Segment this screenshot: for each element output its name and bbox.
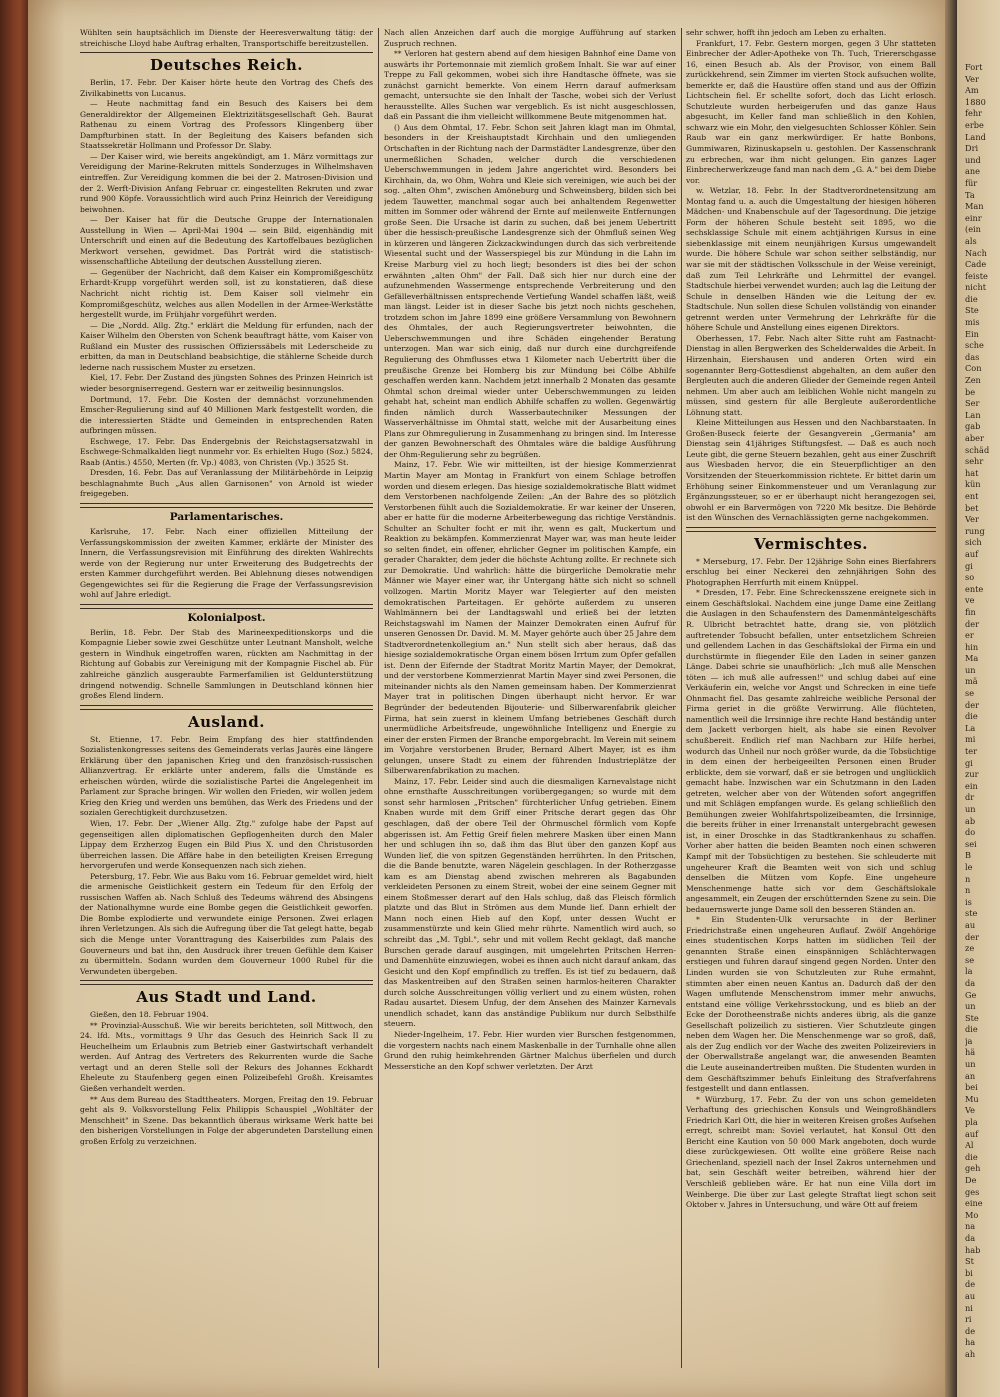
article-paragraph: Kleine Mitteilungen aus Hessen und den Nachbarstaaten. In Großen-Buseck feierte der Gesangverein „Germania" am Dienstag sein 41jähriges Stiftungsfest. — Daß es auch noch Leute gibt, die gerne Steuern bezahlen, geht aus einer Zuschrift aus Wiesbaden hervor, die ein Steuerpflichtiger an den Vorsitzenden der Steuerkommission richtete. Er bittet darin um Erhöhung seiner Einkommensteuer und um Veranlagung zur Ergänzungssteuer, so er er überhaupt nicht herangezogen sei, obwohl er ein Barvermögen von 7220 Mk besitze. Die Behörde ist den Wünschen des Vernachlässigten gerne nachgekommen. [686, 418, 936, 523]
edge-fragment: ente [965, 583, 984, 594]
edge-fragment: Ein [965, 328, 979, 339]
article-paragraph: Oberhessen, 17. Febr. Nach alter Sitte ruht am Fastnacht-Dienstag in allen Bergwerken des Schelderwaldes die Arbeit. In Hirzenhain, Eiershausen und anderen Orten wird ein sogenannter Berg-Gottesdienst abgehalten, an dem außer den Bergleuten auch die anderen Glieder der Gemeinde regen Anteil nehmen. Um aber auch am leiblichen Wohle nicht mangeln zu müssen, sind gestern für alle Bergleute außerordentliche Löhnung statt. [686, 333, 936, 417]
edge-fragment: n [965, 885, 971, 896]
edge-fragment: au [965, 1290, 976, 1301]
edge-fragment: erbe [965, 119, 984, 130]
article-paragraph: — Heute nachmittag fand ein Besuch des Kaisers bei dem Generaldirektor der Allgemeinen Elektrizitätsgesellschaft Geh. Baurat Rathenau zu einem Vortrag des Professors Klingenberg über Dampfturbinen statt. In der Begleitung des Kaisers befanden sich Staatssekretär Hollmann und Professor Dr. Slaby. [80, 99, 373, 151]
edge-fragment: die [965, 1151, 978, 1162]
edge-fragment: un [965, 1001, 976, 1012]
edge-fragment: Ser [965, 398, 980, 409]
column-2-articles [384, 28, 676, 1072]
edge-fragment: Fort [965, 62, 983, 72]
divider [80, 604, 373, 609]
edge-fragment: Man [965, 201, 984, 212]
adjacent-page-text [957, 0, 1000, 1361]
edge-fragment: ha [965, 1337, 976, 1348]
edge-fragment: ter [965, 746, 978, 757]
article-paragraph: — Gegenüber der Nachricht, daß dem Kaiser ein Kompromißgeschütz Erhardt-Krupp vorgeführt werden soll, ist zu konstatieren, daß diese Nachricht nicht richtig ist. Dem Kaiser soll vielmehr ein Kompromißgeschütz, welches aus allen Modellen in der Armee-Werkstätte hergestellt wurde, im Frühjahr vorgeführt werden. [80, 267, 373, 320]
section-heading-ausland: Ausland. [187, 712, 266, 731]
edge-fragment: Con [965, 363, 982, 374]
intro-paragraph: Wühlten sein hauptsächlich im Dienste der Heeresverwaltung tätig: der streichische Lloyd habe Auftrag erhalten, Transportschiffe bereitzustellen. [80, 28, 373, 48]
edge-fragment: ent [965, 490, 979, 501]
article-paragraph: Karlsruhe, 17. Febr. Nach einer offiziellen Mitteilung der Verfassungskommission der zweiten Kammer, erklärte der Minister des Innern, die Verfassungsrevision mit Einführung des direkten Wahlrechts werde von der Regierung nur unter Erweiterung des Budgetrechts der ersten Kammer durchgeführt werden. Bei Ablehnung dieses notwendigen Gegengewichtes sei für die Regierung die Frage der Verfassungsrevision wohl auf Jahre erledigt. [80, 526, 373, 600]
edge-fragment: sche [965, 340, 984, 351]
edge-fragment: geh [965, 1163, 981, 1174]
edge-fragment: Ver [965, 73, 979, 84]
article-paragraph: () Aus dem Ohmtal, 17. Febr. Schon seit Jahren klagt man im Ohmtal, besonders in der Kreishauptstadt Kirchhain und den umliegenden Ortschaften in der Richtung nach der Darmstädter Landesgrenze, über den unermeßlichen Schaden, welcher durch die verschiedenen Ueberschwemmungen in jedem Jahre angerichtet wird. Besonders bei Kirchhain, da, wo Ohm, Wohra und Kleie sich vereinigen, wie auch bei der sog. „alten Ohm", zwischen Amöneburg und Schweinsberg, bilden sich bei jedem Tauwetter, manchmal sogar auch bei anhaltendem Regenwetter mitten im Sommer oder während der Ernte auf meilenweite Entfernungen große Seen. Die Ursache ist darin zu suchen, daß bei jenem Uebertritt über die hessisch-preußische Landesgrenze sich der Ohmfluß seinen Weg in kürzeren und längeren Zickzackwindungen durch das sich verbreitende Wiesental sucht und der Wasserspiegel bis zur Mündung in die Lahn im Kreise Marburg viel zu hoch liegt; besonders ist dies bei der schon erwähnten „alten Ohm" der Fall. Daß sich hier nur durch eine der aufzunehmenden Wassermenge entsprechende Verbreiterung und den Gefälleverhältnissen entsprechende Vertiefung Wandel schaffen läßt, weiß man längst. Leider ist in dieser Sache bis jetzt noch nichts geschehen, trotzdem schon im Jahre 1899 eine größere Versammlung von Bewohnern des Ohmtales, der auch Regierungsvertreter beiwohnten, die Ueberschwemmungen und ihre Schäden eingehender Beratung unterzogen. Man war sich einig, daß nur durch eine durchgreifende Regulierung des Ohmflusses etwa 1 Kilometer nach Uebertritt über die preußische Grenze bei Homberg bis zur Mündung bei Cölbe Abhilfe geschaffen werden kann. Nachdem jetzt innerhalb 2 Monaten das gesamte Ohmtal schon dreimal wieder unter Ueberschwemmungen zu leiden gehabt hat, scheint man endlich Abhilfe schaffen zu wollen. Gegenwärtig finden nämlich durch Wasserbautechniker Messungen der Wasserverhältnisse im Ohmtal statt, welche mit der Ausarbeitung eines Plans zur Ohmregulierung in Zusammenhang zu bringen sind. Im Interesse der ganzen Bewohnerschaft des Ohmtales wäre die baldige Ausführung der Ohm-Regulierung sehr zu begrüßen. [384, 122, 676, 459]
edge-fragment: de [965, 1279, 976, 1290]
edge-fragment: hä [965, 1047, 976, 1058]
divider [80, 980, 373, 985]
edge-fragment: an [965, 1070, 976, 1081]
edge-fragment: nicht [965, 282, 987, 293]
kolonial-articles [80, 628, 373, 702]
article-paragraph: Berlin, 17. Febr. Der Kaiser hörte heute den Vortrag des Chefs des Zivilkabinetts von Lucanus. [80, 78, 373, 98]
article-paragraph: Mainz, 17. Febr. Wie wir mitteilten, ist der hiesige Kommerzienrat Martin Mayer am Montag in Frankfurt von einem Schlage betroffen worden und diesem erlegen. Das hiesige sozialdemokratische Blatt widmet dem Verstorbenen nachfolgende Zeilen: „An der Bahre des so plötzlich Verstorbenen fühlt auch die Sozialdemokratie. Er war keiner der Unseren, aber er hatte für die moderne Arbeiterbewegung das richtige Verständnis. Schulter an Schulter focht er mit ihr, wenn es galt, Muckertum und Reaktion zu bekämpfen. Kommerzienrat Mayer war, was man heute leider so selten findet, ein offener, ehrlicher Gegner im politischen Kampfe, ein gerader Charakter, dem jeder die höchste Achtung zollte. Er rechnete sich zur Demokratie. Und wahrlich: hätte die bürgerliche Demokratie mehr Männer wie Mayer einer war, ihr Untergang hätte sich nicht so schnell vollzogen. Martin Moritz Mayer war Telegierter auf den meisten demokratischen Parteitagen. Er gehörte außerdem zu unseren Wahlmännern bei der Landtagswahl und erließ bei der letzten Reichstagswahl im Namen der Mainzer Demokraten einen Aufruf für unseren Genossen Dr. David. M. M. Mayer gehörte auch über 25 Jahre dem Stadtverordnetenkollegium an." Nun stellt sich aber heraus, daß das hiesige sozialdemokratische Organ einem bösen Irrtum zum Opfer gefallen ist. Denn der Eifernde der Stadtrat Moritz Martin Mayer, der Demokrat, und der verstorbene Kommerzienrat Martin Mayer sind zwei Personen, die miteinander nichts als den Namen gemeinsam haben. Der Kommerzienrat Mayer trat in politischen Dingen überhaupt nicht hervor. Er war Begründer der bedeutenden Bijouterie- und Silberwarenfabrik gleicher Firma, hat sein zuerst in kleinem Umfang betriebenes Geschäft durch unermüdliche Arbeitsfreude, ungewöhnliche Intelligenz und Energie zu einer der ersten Firmen der Branche emporgebracht. Im Verein mit seinem im Vorjahre verstorbenen Bruder, Bernard Albert Mayer, ist es ihm gelungen, unsere Stadt zu einem der führenden Industrieplätze der Silberwarenfabrikation zu machen. [384, 460, 676, 776]
edge-fragment: is [965, 896, 972, 907]
edge-fragment: die [965, 1024, 978, 1035]
parlament-articles [80, 527, 373, 601]
divider [686, 527, 936, 532]
edge-fragment: Mu [965, 1093, 979, 1104]
edge-fragment: die [965, 711, 978, 722]
edge-fragment: kün [965, 479, 981, 490]
edge-fragment: und [965, 154, 981, 165]
divider [80, 52, 373, 53]
edge-fragment: ve [965, 595, 975, 606]
divider [80, 503, 373, 508]
edge-fragment: fin [965, 606, 976, 617]
edge-fragment: bet [965, 502, 979, 513]
edge-fragment: ab [965, 815, 976, 826]
article-paragraph: sehr schwer, hofft ihn jedoch am Leben zu erhalten. [686, 28, 887, 37]
edge-fragment: der [965, 618, 980, 629]
article-paragraph: * Würzburg, 17. Febr. Zu der von uns schon gemeldeten Verhaftung des griechischen Konsuls und Weingroßhändlers Friedrich Karl Ott, die hier in weiteren Kreisen großes Aufsehen erregt, schreibt man: Soviel verlautet, hat Konsul Ott den Bericht eine Kaution von 50 000 Mark angeboten, doch wurde diese zurückgewiesen. Ott wollte eine größere Reise nach Griechenland, speziell nach der Insel Zakros unternehmen und bat, sein Geschäft weiter betreiben, während hier der Verschleiß geblieben wäre. Er hat nun eine Villa dort im Weinberge. Die über zur Last gelegte Straftat liegt schon seit Oktober v. Jahres in Untersuchung, und wäre Ott auf freiem [686, 1094, 936, 1210]
edge-fragment: Ste [965, 305, 979, 316]
column-1 [80, 28, 373, 1368]
article-paragraph: ** Verloren hat gestern abend auf dem hiesigen Bahnhof eine Dame von auswärts ihr Portemonnaie mit ziemlich großem Inhalt. Sie war auf einer Treppe zu Fall gekommen, wobei sich ihre Handtasche öffnete, was sie zunächst garnicht bemerkte. Von einem Herrn darauf aufmerksam gemacht, untersuchte sie den Inhalt der Tasche, wobei sich der Verlust herausstellte. Alles Suchen war vergeblich. Es ist nicht ausgeschlossen, daß ein Passant die ihm vielleicht willkommene Beute mitgenommen hat. [384, 49, 676, 122]
edge-fragment: B [965, 850, 972, 861]
article-paragraph: * Merseburg, 17. Febr. Der 12jährige Sohn eines Bierfahrers erschlug bei einer Neckerei den zehnjährigen Sohn des Photographen Herrfurth mit einem Knüppel. [686, 556, 936, 587]
edge-fragment: do [965, 827, 976, 838]
edge-fragment: eine [965, 1198, 983, 1209]
stadt-land-articles [80, 1010, 373, 1147]
section-heading-vermischtes: Vermischtes. [754, 534, 868, 553]
column-3 [686, 28, 936, 1368]
article-paragraph: St. Etienne, 17. Febr. Beim Empfang des hier stattfindenden Sozialistenkongresses seitens des Gemeinderats verlas Jaurès eine längere Erklärung über den japanischen Krieg und den französisch-russischen Allianzvertrag. Er erklärte unter anderem, falls die Umstände es erheischen würden, würde die sozialistische Partei die Angelegenheit im Parlament zur Sprache bringen. Wir wollen den Frieden, wir wollen jedem Krieg den Krieg und werden uns bemühen, das Werk des Friedens und der sozialen Gerechtigkeit durchzusetzen. [80, 734, 373, 818]
article-paragraph: ** Provinzial-Ausschuß. Wie wir bereits berichteten, soll Mittwoch, den 24. lfd. Mts., vormittags 9 Uhr das Gesuch des Heinrich Sack II zu Heuchelheim um Erlaubnis zum Betrieb einer Gastwirtschaft verhandelt werden. Auf Antrag des Vertreters des Rekurrenten wurde die Sache vertagt und an deren Stelle soll der Rekurs des Johannes Eckhardt Eheleute zu Staufenberg gegen einen Polizeibefehl Großh. Kreisamtes Gießen verhandelt werden. [80, 1020, 373, 1094]
edge-fragment: se [965, 954, 975, 965]
column-2 [384, 28, 676, 1368]
edge-fragment: Ve [965, 1105, 976, 1116]
article-paragraph: ** Aus dem Bureau des Stadttheaters. Morgen, Freitag den 19. Februar geht als 9. Volksvorstellung Felix Philippis Schauspiel „Wohltäter der Menschheit" in Szene. Das bekanntlich überaus wirksame Werk hatte bei den bisherigen Vorstellungen in Folge der abgerundeten Darstellung einen großen Erfolg zu verzeichnen. [80, 1094, 373, 1146]
section-heading-reich: Deutsches Reich. [149, 56, 304, 75]
section-heading-stadt-land: Aus Stadt und Land. [136, 988, 317, 1007]
edge-fragment: un [965, 664, 976, 675]
edge-fragment: le [965, 861, 973, 872]
edge-fragment: n [965, 873, 971, 884]
page-gutter [945, 0, 957, 1397]
edge-fragment: einr [965, 212, 982, 223]
edge-fragment: gi [965, 757, 973, 768]
edge-fragment: zur [965, 769, 979, 780]
edge-fragment: be [965, 386, 976, 397]
edge-fragment: ri [965, 1314, 972, 1325]
edge-fragment: Am [965, 85, 979, 96]
edge-fragment: Nach [965, 247, 987, 258]
edge-fragment: ah [965, 1348, 976, 1359]
article-paragraph: — Der Kaiser hat für die Deutsche Gruppe der Internationalen Ausstellung in Wien — April-Mai 1904 — sein Bild, eigenhändig mit Unterschrift und einen auf die Bedeutung des Kartoffelbaues bezüglichen Merkwort versehen, gewidmet. Das Porträt wird die statistisch-wissenschaftliche Abteilung der deutschen Ausstellung zieren. [80, 215, 373, 267]
edge-fragment: hat [965, 467, 979, 478]
edge-fragment: sei [965, 838, 977, 849]
edge-fragment: bi [965, 1267, 973, 1278]
divider [80, 705, 373, 710]
edge-fragment: Zen [965, 375, 981, 386]
edge-fragment: Ge [965, 989, 977, 1000]
article-paragraph: Dresden, 16. Febr. Das auf Veranlassung der Militärbehörde in Leipzig beschlagnahmte Buch „Aus allen Garnisonen" von Arnold ist wieder freigegeben. [80, 468, 373, 499]
edge-fragment: ste [965, 908, 978, 919]
edge-fragment: er [965, 630, 974, 641]
column-rule-1 [378, 28, 379, 1368]
edge-fragment: die [965, 293, 978, 304]
article-paragraph: Eschwege, 17. Febr. Das Endergebnis der Reichstagsersatzwahl in Eschwege-Schmalkalden liegt nunmehr vor. Es erhielten Hugo (Soz.) 5824, Raab (Antis.) 4550, Merten (fr. Vp.) 4083, von Christen (Vp.) 3525 St. [80, 436, 373, 467]
edge-fragment: Cade [965, 259, 987, 270]
article-paragraph: Gießen, den 18. Februar 1904. [90, 1010, 209, 1020]
edge-fragment: ein [965, 780, 978, 791]
article-paragraph: * Ein Studenten-Ulk verursachte in der Berliner Friedrichstraße einen ungeheuren Auflauf. Zwölf Angehörige eines studentischen Korps hatten im südlichen Teil der genannten Straße einen einspännigen Schlächterwagen erstiegen und fuhren darauf singend gegen Norden. Unter den Linden wurden sie von Schutzleuten zur Ruhe ermahnt, stimmten aber einen neuen Kantus an. Dadurch daß der den Wagen umflutende Menschenstrom immer mehr anwuchs, entstand eine völlige Verkehrsstockung, und es blieb an der Ecke der Dorotheenstraße nichts anderes übrig, als die ganze Gesellschaft polizeilich zu sistieren. Vier Schutzleute gingen neben dem Wagen her. Die Menschenmenge war so groß, daß, als der Zug endlich vor der Wache des zweiten Polizeireviers in der Oberwallstraße angelangt war, die anwesenden Beamten die Leute auseinandertreiben mußten. Die Studenten wurden in dem Geschäftszimmer behufs Einleitung des Strafverfahrens festgestellt und dann entlassen. [686, 915, 936, 1094]
ausland-articles [80, 735, 373, 978]
article-paragraph: Wien, 17. Febr. Der „Wiener Allg. Ztg." zufolge habe der Papst auf gegenseitigen allen diplomatischen Gepflogenheiten durch den Maler Lippay dem Erzherzog Eugen ein Bild Pius X. und den Christusorden überreichen lassen. Die Affäre habe in den beteiligten Kreisen Erregung hervorgerufen und werde Konsequenzen nach sich ziehen. [80, 819, 373, 871]
edge-fragment: feiste [965, 270, 988, 281]
edge-fragment: schäd [965, 444, 990, 455]
edge-fragment: (ein [965, 224, 981, 235]
article-paragraph: Nach allen Anzeichen darf auch die morgige Aufführung auf starken Zuspruch rechnen. [384, 28, 676, 48]
article-paragraph: Dortmund, 17. Febr. Die Kosten der demnächst vorzunehmenden Emscher-Regulierung sind auf 40 Millionen Mark festgestellt worden, die die interessierten Städte und Gemeinden in entsprechenden Raten aufbringen müssen. [80, 394, 373, 436]
edge-fragment: ni [965, 1302, 973, 1313]
adjacent-page-edge [957, 0, 1000, 1397]
edge-fragment: mi [965, 734, 976, 745]
edge-fragment: für [965, 177, 978, 188]
edge-fragment: hab [965, 1244, 981, 1255]
edge-fragment: aber [965, 433, 984, 443]
edge-fragment: 1880 [965, 96, 986, 107]
article-paragraph: Frankfurt, 17. Febr. Gestern morgen, gegen 3 Uhr statteten Einbrecher der Adler-Apotheke von Th. Tuch, Triererschgasse 16, einen Besuch ab. Als der Provisor, von einem Ball zurückkehrend, sein Zimmer im vierten Stock aufsuchen wollte, bemerkte er, daß die Haustüre offen stand und aus der Offizin Lichtschein fiel. Er schellte sofort, doch das Licht erlosch. Schutzleute wurden herbeigerufen und das ganze Haus abgesucht, im Keller fand man schließlich in den Kohlen, schwarz wie ein Mohr, den vielgesuchten Schlosser Köhler. Sein Raub war ein ganz merkwürdiger. Er hatte Bonbons, Gummiwaren, Rizinuskapseln u. gestohlen. Der Kassenschrank zu erbrechen, war ihm nicht gelungen. Ein ganzes Lager Einbrecherwerkzeuge fand man nach dem „G. A." bei dem Diebe vor. [686, 38, 936, 185]
article-paragraph: * Dresden, 17. Febr. Eine Schreckensszene ereignete sich in einem Geschäftslokal. Nachdem eine junge Dame eine Zeitlang die Auslagen in den Schaufenstern des Damenmäntelgeschäfts R. Ulbricht betrachtet hatte, drang sie, von plötzlich auftretender Tobsucht befallen, unter entsetzlichem Schreien und gellendem Lachen in das Geschäftslokal der Firma ein und durchstürmte in fliegender Eile den Laden in seiner ganzen Länge. Dabei schrie sie unaufhörlich: „Ich muß alle Menschen töten — ich muß alle aufressen!" und schlug dabei auf eine Verkäuferin ein, welche vor Angst und Schrecken in eine tiefe Ohnmacht fiel. Das gesamte zahlreiche weibliche Personal der Firma geriet in die größte Verwirrung. Alle flüchteten, namentlich weil die Irrsinnige ihre rechte Hand beständig unter dem Jackett verborgen hielt, als habe sie einen Revolver schußbereit. Endlich rief man Nachbarn zur Hilfe herbei, wodurch das Unheil nur noch größer wurde, da die Tobsüchtige in dem einen der herbeigeeilten Personen einen Bruder erblickte, dem sie vorwarf, daß er sie betrogen und unglücklich gemacht habe. Inzwischen war ein Schutzmann in den Laden getreten, welcher aber von der Wütenden sofort angegriffen und mit Schlägen empfangen wurde. Es gelang schließlich den Bemühungen zweier Wohlfahrtspolizeibeamten, die Irrsinnige, die bereits früher in einer Irrenanstalt untergebracht gewesen ist, in einer Droschke in das Stadtkrankenhaus zu schaffen. Vorher aber hatten die beiden Beamten noch einen schweren Kampf mit der Tobsüchtigen zu bestehen. Sie schleuderte mit ungeheurer Kraft die Beamten weit von sich und schlug denselben die Mützen vom Kopfe. Eine ungeheure Menschenmenge hatte sich vor dem Geschäftslokale angesammelt, ein Zeugen der erschütternden Szene zu sein. Die bedauernswerte junge Dame soll den besseren Ständen an. [686, 588, 936, 914]
column-3-articles [686, 28, 936, 524]
edge-fragment: Mo [965, 1209, 979, 1220]
edge-fragment: na [965, 1221, 976, 1232]
article-paragraph: Kiel, 17. Febr. Der Zustand des jüngsten Sohnes des Prinzen Heinrich ist wieder besorgniserregend. Gestern war er zeitweilig besinnungslos. [80, 373, 373, 393]
edge-fragment: ze [965, 943, 975, 954]
edge-fragment: pla [965, 1117, 978, 1128]
section-heading-parlament: Parlamentarisches. [169, 510, 284, 523]
edge-fragment: ja [965, 1035, 973, 1046]
edge-fragment: das [965, 351, 980, 362]
edge-fragment: La [965, 722, 976, 733]
edge-fragment: so [965, 572, 975, 583]
edge-fragment: mis [965, 317, 980, 328]
edge-fragment: dr [965, 792, 975, 803]
article-paragraph: Nieder-Ingelheim, 17. Febr. Hier wurden vier Burschen festgenommen, die vorgestern nachts nach einem Maskenballe in der Turnhalle ohne allen Grund den ruhig heimkehrenden Gärtner Malchus überfielen und durch Messerstiche an den Kopf schwer verletzten. Der Arzt [384, 1029, 676, 1071]
edge-fragment: auf [965, 548, 979, 559]
edge-fragment: Ver [965, 514, 979, 525]
edge-fragment: gab [965, 421, 981, 432]
edge-fragment: als [965, 235, 977, 246]
article-paragraph: w. Wetzlar, 18. Febr. In der Stadtverordnetensitzung am Montag fand u. a. auch die Umgestaltung der hiesigen höheren Mädchen- und Knabenschule auf der Tagesordnung. Die jetzige Form der höheren Schule besteht seit 1895, wo die sechsklassige Schule mit einem achtjährigen Kursus in eine siebenklassige mit einem neunjährigen Kursus umgewandelt wurde. Die höhere Schule war schon seither selbständig, nur war sie mit der städtischen Volksschule in der Weise vereinigt, daß zum Teil Lehrkräfte und Lehrmittel der evangel. Stadtschule hierbei verwendet wurden; auch lag die Leitung der Schule in denselben Händen wie die Leitung der ev. Stadtschule. Nun sollen diese Schulen vollständig von einander getrennt werden unter Vermehrung der Lehrkräfte für die höhere Schule und Anstellung eines eigenen Direktors. [686, 186, 936, 333]
edge-fragment: gi [965, 560, 973, 571]
edge-fragment: auf [965, 1128, 979, 1139]
edge-fragment: sehr [965, 456, 984, 467]
edge-fragment: de [965, 1325, 976, 1336]
edge-fragment: Ta [965, 189, 975, 200]
edge-fragment: un [965, 1059, 976, 1070]
edge-fragment: De [965, 1175, 977, 1185]
edge-fragment: hin [965, 641, 979, 652]
edge-fragment: sich [965, 537, 982, 548]
article-paragraph: Petersburg, 17. Febr. Wie aus Baku vom 16. Februar gemeldet wird, hielt die armenische Geistlichkeit gestern ein Tedeum für den Erfolg der russischen Waffen ab. Nach Schluß des Tedeums während des Absingens der Nationalhymne wurde eine Bombe gegen die Geistlichkeit geworfen. Die Bombe explodierte und verwundete einige Personen. Zwei erlagen ihren Verletzungen. Als sich die Aufregung über die Tat gelegt hatte, begab sich die Menge unter Voranttragung des Kaiserbildes zum Palais des Gouverneurs und bat ihn, den Ausdruck ihrer treuen Gefühle dem Kaiser zu übermitteln. Sodann wurden dem Gouverneur 1000 Rubel für die Verwundeten übergeben. [80, 871, 373, 976]
edge-fragment: Land [965, 131, 986, 142]
edge-fragment: se [965, 688, 975, 699]
edge-fragment: ges [965, 1186, 980, 1197]
edge-fragment: Dri [965, 143, 979, 154]
edge-fragment: mä [965, 676, 978, 687]
edge-fragment: bei [965, 1082, 978, 1093]
edge-fragment: Ste [965, 1012, 979, 1023]
edge-fragment: der [965, 699, 980, 710]
edge-fragment: ane [965, 166, 980, 177]
section-heading-kolonial: Kolonialpost. [187, 611, 266, 624]
article-paragraph: Berlin, 18. Febr. Der Stab des Marineexpeditionskorps und die Kompagnie Lieber sowie zwei Geschütze unter Leutnant Mansholt, welche gestern in Windhuk eingetroffen waren, rückten am Nachmittag in der Richtung auf Gobabis zur Vereinigung mit der Kompagnie Fischel ab. Für zahlreiche gänzlich ausgeraubte Farmerfamilien ist Geldunterstützung dringend notwendig. Schnelle Sammlungen in Deutschland können hier großes Elend lindern. [80, 627, 373, 701]
edge-fragment: St [965, 1256, 974, 1267]
edge-fragment: la [965, 966, 973, 977]
article-paragraph: Mainz, 17. Febr. Leider sind auch die diesmaligen Karnevalstage nicht ohne ernsthafte Ausschreitungen vorübergegangen; so wurde mit dem sonst sehr harmlosen „Pritschen" fürchterlicher Unfug getrieben. Einem Knaben wurde mit dem Griff einer Pritsche derart gegen das Ohr geschlagen, daß der obere Teil der Ohrmuschel förmlich vom Kopfe abgerissen ist. Am Fettig Greif fielen mehrere Masken über einen Mann her und schlugen ihn so, daß ihm das Blut über den ganzen Kopf aus Wunden lief, die von spitzen Gegenständen herrührten. In den Pritschen, die die Bande benutzte, waren Nägelein geschlagen. In der Rotherzgasse kam es am Dienstag abend zwischen mehreren als Bagabunden verkleideten Personen zu einem Streit, wobei der eine seinem Gegner mit einem Stoßmesser derart auf den Hals schlug, daß das Fleisch förmlich platzte und das Blut in Strömen aus dem Munde lief. Dann erhielt der Mann noch einen Hieb auf den Kopf, unter dessen Wucht er zusammenstürzte und kein Glied mehr rührte. Namentlich wird auch, so schreibt das „M. Tgbl.", sehr und mit vollem Recht geklagt, daß manche Burschen gerade darauf ausgingen, mit umgelehrten Pritschen Herren- und Damenhüte einzuwiegen, wobei es ihnen auch nicht darauf ankam, das Gesicht und den Kopf empfindlich zu treffen. Es ist tief zu bedauern, daß das Maskentreiben auf den Straßen seinen harmlos-heiteren Charakter durch solche Ausschreitungen völlig verliert und zu einem wüsten, rohen Radau ausartet. Diesem Unfug, der dem Ansehen des Mainzer Karnevals unendlich schadet, kann das anständige Publikum nur durch Selbsthilfe steuern. [384, 776, 676, 1029]
article-paragraph: — Die „Nordd. Allg. Ztg." erklärt die Meldung für erfunden, nach der Kaiser Wilhelm den Obersten von Schenk beauftragt hätte, vom Kaiser von Rußland ein Muster des russischen Offizierssäbels mit Lederscheide zu erbitten, da man in Deutschland beabsichtige, die stählerne Scheide durch lederne nach russischem Muster zu ersetzen. [80, 320, 373, 372]
edge-fragment: Ma [965, 653, 979, 664]
reich-articles [80, 78, 373, 500]
edge-fragment: da [965, 1232, 976, 1243]
column-rule-2 [681, 28, 682, 1368]
edge-fragment: rung [965, 525, 985, 536]
edge-fragment: da [965, 977, 976, 988]
edge-fragment: au [965, 919, 976, 930]
edge-fragment: un [965, 804, 976, 814]
book-binding [0, 0, 28, 1397]
edge-fragment: Lan [965, 409, 981, 420]
edge-fragment: Al [965, 1140, 974, 1151]
edge-fragment: fehr [965, 108, 983, 119]
vermischtes-articles [686, 557, 936, 1211]
article-paragraph: — Der Kaiser wird, wie bereits angekündigt, am 1. März vormittags zur Vereidigung der Marine-Rekruten mittels Sonderzuges in Wilhelmshaven eintreffen. Zur Vereidigung kommen die bei der 2. Matrosen-Division und der 2. Werft-Division Anfang Februar cr. eingestellten Rekruten und zwar rund 900 Köpfe. Voraussichtlich wird auch Prinz Heinrich der Vereidigung beiwohnen. [80, 151, 373, 214]
edge-fragment: der [965, 931, 980, 942]
